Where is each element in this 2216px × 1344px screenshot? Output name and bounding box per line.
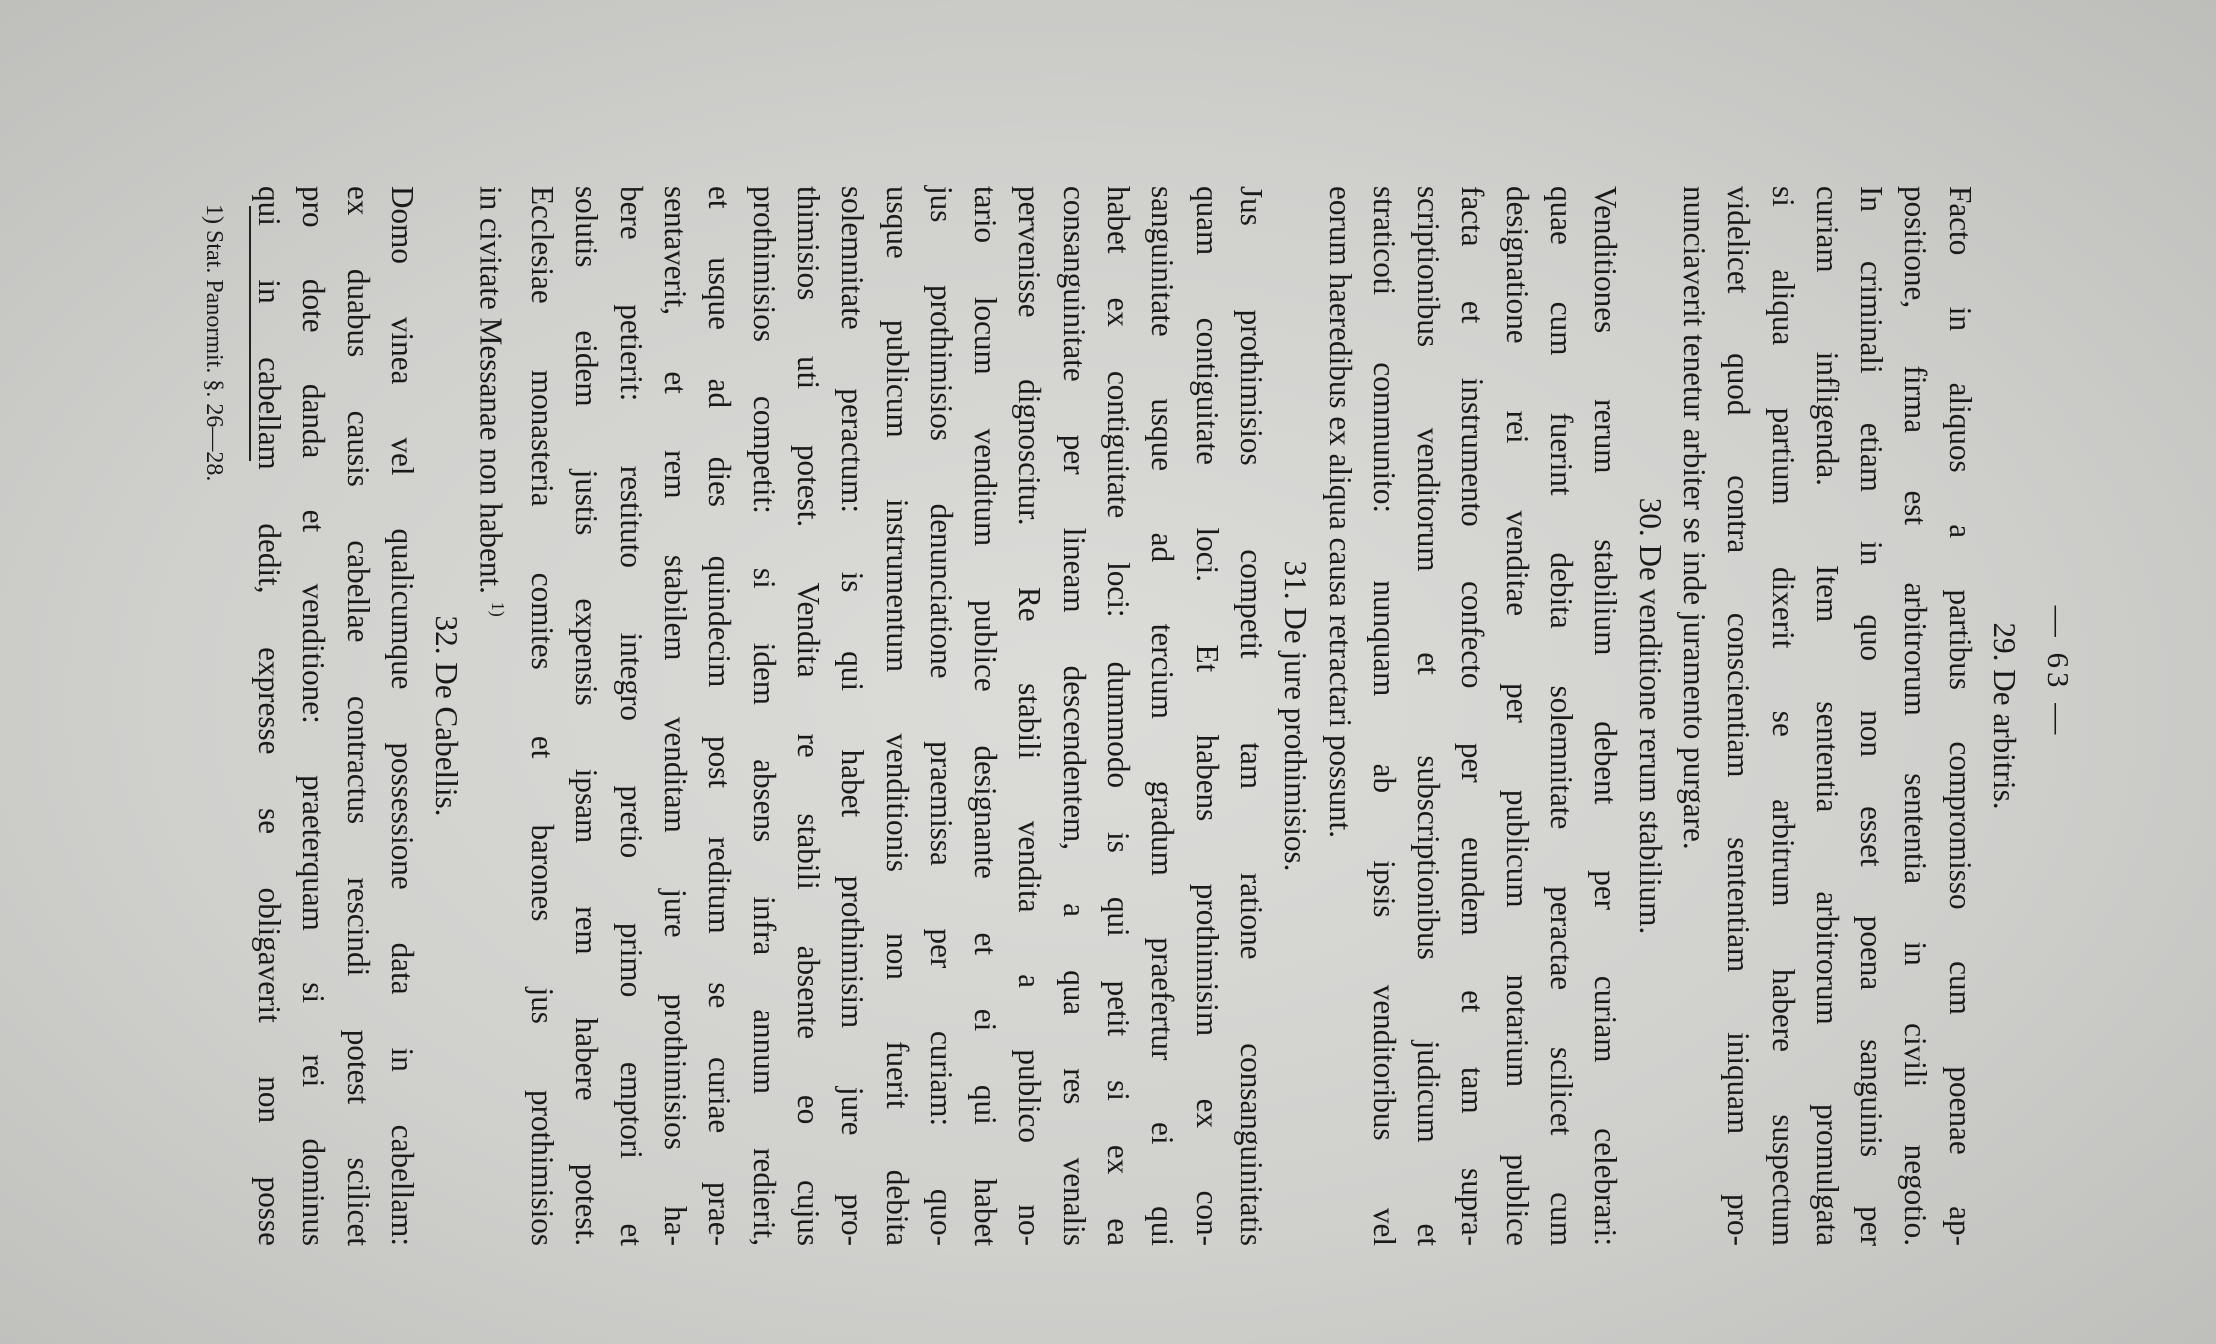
text-line: designatione rei venditae per publicum notarium publice: [1499, 186, 1535, 1246]
text-line: Domo vinea vel qualicumque possessione data in cabellam:: [384, 186, 420, 1246]
text-line: pervenisse dignoscitur. Re stabili vendita a publico no-: [1012, 186, 1048, 1246]
text-line: jus prothimisios denunciatione praemissa per curiam: quo-: [923, 186, 959, 1246]
text-line: usque publicum instrumentum venditionis non fuerit debita: [879, 186, 915, 1246]
section-heading: 31. De jure prothimisios.: [1278, 560, 1314, 872]
section-heading: 29. De arbitris.: [1987, 622, 2022, 810]
footnote-rule: [249, 206, 251, 461]
text-line: facta et instrumento confecto per eundem et tam supra-: [1455, 186, 1491, 1246]
text-line: sanguinitate usque ad tercium gradum praefertur ei qui: [1145, 186, 1181, 1246]
section-heading: 32. De Cabellis.: [429, 615, 465, 817]
text-line: Jus prothimisios competit tam ratione consanguinitatis: [1233, 186, 1269, 1246]
text-line: quae cum fuerint debita solemnitate peractae scilicet cum: [1544, 186, 1580, 1246]
text-line: consanguinitate per lineam descendentem, a qua res venalis: [1056, 186, 1092, 1246]
text-line: videlicet quod contra conscientiam sententiam iniquam pro-: [1721, 186, 1757, 1246]
text-line: bere petierit: restituto integro pretio primo emptori et: [613, 186, 649, 1246]
text-line: pro dote danda et venditione: praeterquam si rei dominus: [296, 186, 332, 1246]
text-line: et usque ad dies quindecim post reditum se curiae prae-: [702, 186, 738, 1246]
text-line: nunciaverit tenetur arbiter se inde juramento purgare.: [1676, 186, 1712, 850]
page-number: — 63 —: [2041, 605, 2076, 739]
footnote: 1) Stat. Panormit. §. 26—28.: [201, 204, 227, 482]
text-line: curiam infligenda. Item sententia arbitrorum promulgata: [1809, 186, 1845, 1246]
text-line: eorum haeredibus ex aliqua causa retractari possunt.: [1322, 186, 1358, 839]
text-line: In criminali etiam in quo non esset poena sanguinis per: [1854, 186, 1890, 1246]
text-line: in civitate Messanae non habent.: [473, 186, 509, 594]
text-line: si aliqua partium dixerit se arbitrum habere suspectum: [1765, 186, 1801, 1246]
section-heading: 30. De venditione rerum stabilium.: [1632, 497, 1668, 935]
text-line: positione, firma est arbitrorum sententia in civili negotio.: [1898, 186, 1934, 1246]
text-line: Facto in aliquos a partibus compromisso cum poenae ap-: [1942, 186, 1978, 1246]
text-line: qui in cabellam dedit, expresse se obligaverit non posse: [252, 186, 288, 1246]
footnote-marker: 1): [487, 601, 508, 617]
text-line: scriptionibus venditorum et subscriptionibus judicum et: [1411, 186, 1447, 1246]
text-line: straticoti communito: nunquam ab ipsis venditoribus vel: [1366, 186, 1402, 1246]
text-line-with-footnote: [468, 186, 520, 1246]
text-line: ex duabus causis cabellae contractus rescindi potest scilicet: [340, 186, 376, 1246]
text-line: Venditiones rerum stabilium debent per curiam celebrari:: [1588, 186, 1624, 1246]
text-column: [247, 186, 2026, 1246]
text-line: tario locum venditum publice designante et ei qui habet: [968, 186, 1004, 1246]
text-line: sentaverit, et rem stabilem venditam jure prothimisios ha-: [658, 186, 694, 1246]
text-line: thimisios uti potest. Vendita re stabili absente eo cujus: [790, 186, 826, 1246]
text-line: habet ex contiguitate loci: dummodo is qui petit si ex ea: [1101, 186, 1137, 1246]
text-line: solutis eidem justis expensis ipsam rem habere potest.: [569, 186, 605, 1246]
text-line: prothimisios competit: si idem absens infra annum redierit,: [746, 186, 782, 1246]
text-line: Ecclesiae monasteria comites et barones jus prothimisios: [525, 186, 561, 1246]
text-line: solemnitate peractum: is qui habet prothimisim jure pro-: [835, 186, 871, 1246]
text-line: quam contiguitate loci. Et habens prothimisim ex con-: [1189, 186, 1225, 1246]
